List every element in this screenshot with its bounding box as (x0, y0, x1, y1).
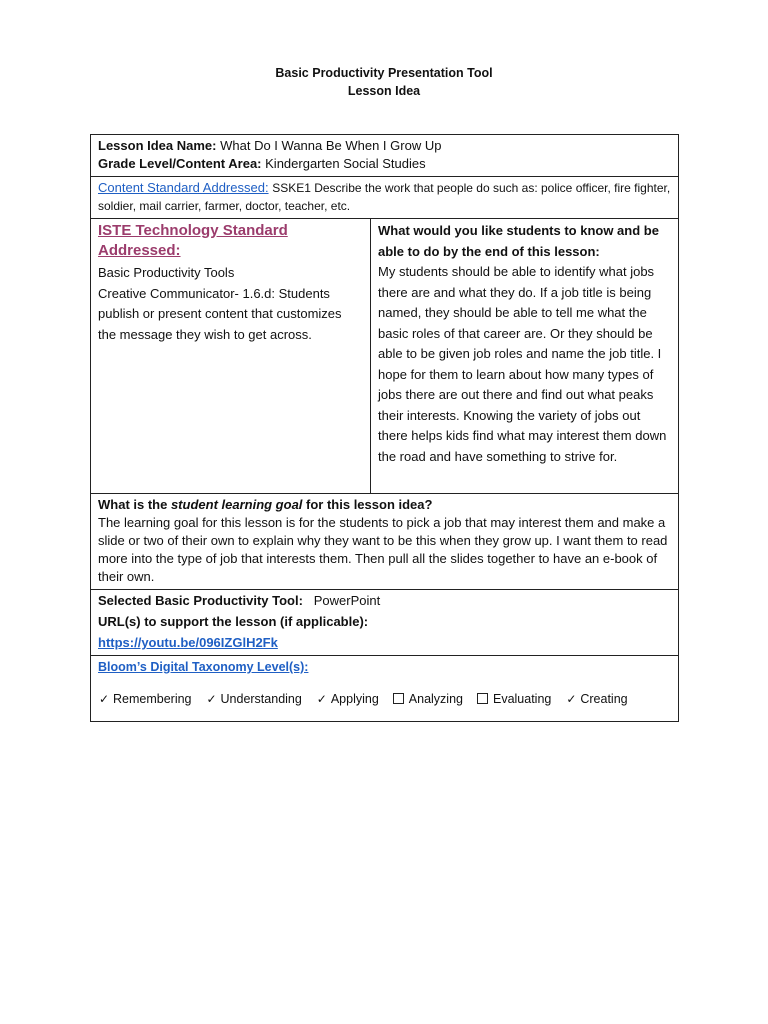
outcomes-answer: My students should be able to identify what jobs there are and what they do. If a job title is being named, they should be able to tell me what the basic roles of that career are. Or they should be able to be given job roles and name the job title. I hope for them to learn about how many types of jobs there are out there and find out what peaks their interests. Knowing the variety of jobs out there helps kids find what may interest them down the road and have something to strive for. (378, 264, 667, 464)
support-url-link[interactable]: https://youtu.be/096IZGlH2Fk (98, 635, 278, 650)
bloom-level-label: Understanding (220, 692, 302, 706)
tool-row (91, 590, 679, 656)
bloom-level-understanding[interactable] (206, 690, 302, 708)
content-standard-text: SSKE1 Describe the work that people do such as: police officer, fire fighter, soldier, mail carrier, farmer, doctor, teacher, etc. (98, 181, 671, 213)
iste-heading: ISTE Technology Standard Addressed: (98, 222, 288, 259)
goal-question (98, 496, 671, 514)
bloom-levels (98, 690, 671, 708)
checkmark-icon: ✓ (566, 692, 577, 706)
learning-goal-cell (91, 494, 679, 590)
bloom-level-label: Creating (580, 692, 628, 706)
goal-text: The learning goal for this lesson is for the students to pick a job that may interest them and make a slide or two of their own to explain why they want to be this when they grow up. I want them to read more into the type of job that interests them. Then pull all the slides together to have an e-book of their own. (98, 515, 668, 584)
goal-question-prefix: What is the (98, 497, 171, 512)
lesson-info-cell (91, 135, 679, 177)
lesson-plan-table (90, 134, 679, 722)
bloom-level-label: Applying (330, 692, 379, 706)
tool-label: Selected Basic Productivity Tool: (98, 593, 303, 608)
bloom-level-label: Analyzing (408, 692, 463, 706)
goal-question-suffix: for this lesson idea? (302, 497, 433, 512)
bloom-level-evaluating[interactable] (477, 690, 551, 708)
iste-cell (91, 219, 371, 494)
grade-label: Grade Level/Content Area: (98, 156, 262, 171)
lesson-info-row (91, 135, 679, 177)
bloom-level-label: Evaluating (492, 692, 552, 706)
bloom-level-applying[interactable] (316, 690, 379, 708)
grade-value: Kindergarten Social Studies (265, 156, 426, 171)
bloom-level-remembering[interactable] (98, 690, 192, 708)
content-standard-row (91, 177, 679, 219)
tool-cell (91, 590, 679, 656)
empty-checkbox-icon (477, 693, 488, 704)
bloom-cell (91, 656, 679, 722)
lesson-name-label: Lesson Idea Name: (98, 138, 217, 153)
iste-line-2: Creative Communicator- 1.6.d: Students publish or present content that customizes the message they wish to get across. (98, 285, 342, 342)
iste-line-1: Basic Productivity Tools (98, 265, 235, 280)
goal-question-emphasis: student learning goal (170, 497, 303, 512)
subtitle-line: Lesson Idea (347, 84, 421, 98)
checkmark-icon: ✓ (206, 692, 217, 706)
bloom-level-creating[interactable] (565, 690, 627, 708)
checkmark-icon: ✓ (316, 692, 327, 706)
content-standard-label: Content Standard Addressed: (98, 180, 269, 195)
bloom-row (91, 656, 679, 722)
empty-checkbox-icon (393, 693, 404, 704)
bloom-level-analyzing[interactable] (393, 690, 463, 708)
document-title (0, 64, 768, 100)
learning-goal-row (91, 494, 679, 590)
outcomes-question: What would you like students to know and be able to do by the end of this lesson: (378, 223, 659, 259)
outcomes-cell (371, 219, 679, 494)
bloom-level-label: Remembering (113, 692, 192, 706)
content-standard-cell (91, 177, 679, 219)
url-label: URL(s) to support the lesson (if applicable): (98, 614, 369, 629)
lesson-name-value: What Do I Wanna Be When I Grow Up (220, 138, 442, 153)
title-line: Basic Productivity Presentation Tool (275, 66, 493, 80)
checkmark-icon: ✓ (98, 692, 110, 706)
bloom-heading: Bloom’s Digital Taxonomy Level(s): (98, 660, 309, 674)
tool-value: PowerPoint (313, 593, 381, 608)
standards-outcomes-row (91, 219, 679, 494)
